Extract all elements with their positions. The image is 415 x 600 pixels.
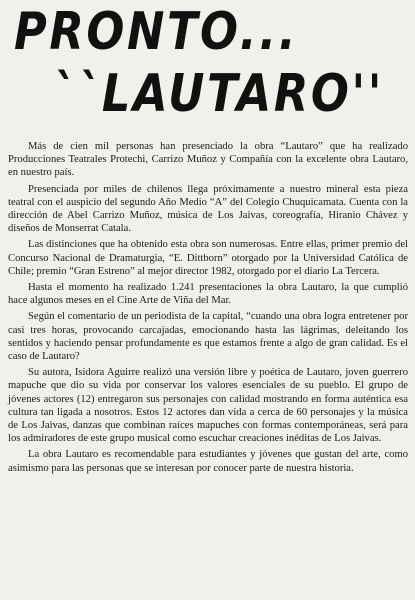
paragraph-1: Más de cien mil personas han presenciado la obra “Lautaro” que ha realizado Producciones Teatrales Protechi, Carrizo Muñoz y Compañía con la excelente obra Lautaro, en nuestro país. bbox=[8, 141, 408, 179]
paragraph-3: Las distinciones que ha obtenido esta obra son numerosas. Entre ellas, primer premio del Concurso Nacional de Dramaturgia, “E. Dittborn” otorgado por la Universidad Católica de Chile; premio “Gran Estreno” al mejor director 1982, otorgado por el diario La Tercera. bbox=[8, 239, 408, 277]
paragraph-5: Según el comentario de un periodista de la capital, “cuando una obra logra entretener por casi tres horas, provocando carcajadas, emocionando hasta las lágrimas, deleitando los sentidos y haciendo pensar profundamente es que estamos frente a algo de gran calidad. Es el caso de Lautaro? bbox=[8, 311, 408, 363]
paragraph-7: La obra Lautaro es recomendable para estudiantes y jóvenes que gustan del arte, como asimismo para las personas que se interesan por conocer parte de nuestra historia. bbox=[8, 449, 408, 474]
paragraph-4: Hasta el momento ha realizado 1.241 presentaciones la obra Lautaro, la que cumplió hace algunos meses en el Cine Arte de Viña del Mar. bbox=[8, 282, 408, 307]
paragraph-6: Su autora, Isidora Aguirre realizó una versión libre y poética de Lautaro, joven guerrero mapuche que dio su vida por conservar los valores esenciales de su pueblo. El grupo de jóvenes actores (12) entregaron sus personajes con calidad mostrando en forma auténtica esa cultura tan ligada a nosotros. Estos 12 actores dan vida a cerca de 60 personajes y la música de Los Jaivas, danzas que combinan raíces mapuches con formas contemporáneas, será para los admiradores de este grupo musical como escuchar creaciones inéditas de Los Jaivas. bbox=[8, 367, 408, 445]
paragraph-2: Presenciada por miles de chilenos llega próximamente a nuestro mineral esta pieza teatral con el auspicio del segundo Año Medio “A” del Colegio Chuquicamata. Cuenta con la dirección de Abel Carrizo Muñoz, música de Los Jaivas, coreografía, Hiranio Chávez y diseños de Monserrat Catala. bbox=[8, 183, 408, 235]
headline-line-2: ``LAUTARO'' bbox=[52, 64, 384, 124]
article-body bbox=[8, 140, 408, 478]
headline-line-1: PRONTO... bbox=[14, 2, 299, 62]
